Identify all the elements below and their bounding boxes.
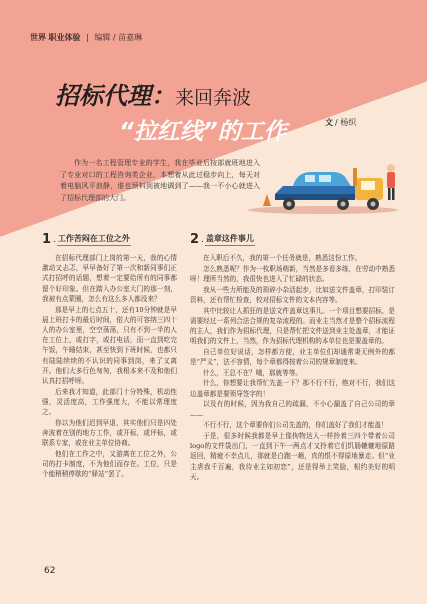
author-byline bbox=[325, 117, 356, 128]
section-1 bbox=[42, 232, 177, 480]
byline-label: 文 bbox=[325, 118, 333, 127]
section-2-heading bbox=[190, 232, 395, 247]
section-1-paragraph: 他们在工作之中，又游离在工位之外，公司的打卡制度，不为他们而存在。工位，只是个能稍稍停歇的“驿站”罢了。 bbox=[42, 449, 177, 479]
section-2-dot: . bbox=[201, 234, 204, 245]
title-subtitle: 来回奔波 bbox=[175, 87, 252, 109]
byline-author: / 杨织 bbox=[335, 118, 357, 127]
section-1-paragraph: 那是早上的七点五十，还有10分钟就是早晨上班打卡的最后时间，偌大的可容纳三四十人的办公室里，空空荡荡，只有不到一半的人在工位上，或打字，或打电话，而一直到吃完午饭，午睡结束，甚至快到下班时候，也都只有陆陆续续的不认识的同事到岗，来了又离开。他们大多行色匆匆，我根本来不及和他们认真打招呼呀。 bbox=[42, 305, 177, 385]
intro-paragraph: 作为一名工程管理专业的学生，我在毕业后按部就班地进入了专业对口的工程咨询类企业。本想着从此过稳步向上，每天对着电脑风平浪静，谁也预料到被地调到了——我一不小心就进入了招标代理部的大门。 bbox=[60, 159, 260, 202]
section-2 bbox=[190, 232, 395, 482]
section-1-dot: . bbox=[53, 234, 56, 245]
section-1-paragraph: 后来我才知道，此部门十分特殊，机动性强，灵活度高，工作强度大，不能以常理度之。 bbox=[42, 387, 177, 417]
section-1-paragraph: 你以为他们迟到早退，其实他们只是四处奔波着在别的地方工作，或开标，或评标，或联系专家，或在业主单位协商。 bbox=[42, 418, 177, 448]
title-colon: ： bbox=[151, 82, 175, 110]
editor-credit: 编辑 / 苗嘉琳 bbox=[94, 33, 143, 42]
page-number: 62 bbox=[44, 566, 56, 576]
section-1-title: 工作苦闷在工位之外 bbox=[57, 233, 131, 246]
section-2-number: 2 bbox=[190, 232, 200, 247]
section-2-paragraph: 什么，你想要让我帮忙先盖一下？那不行不行，绝对不行，我们这边盖章都是要领导签字的！ bbox=[190, 379, 395, 398]
section-2-title: 盖章这件事儿 bbox=[205, 233, 255, 246]
article-title bbox=[55, 76, 375, 146]
header-separator: | bbox=[86, 33, 89, 42]
section-1-paragraph: 在招标代理部门上岗的第一天，我的心情激动又忐忑，早早备好了第一次和新同事们正式打招呼的话题，想着一定要给所有的同事都留个好印象。但在踏入办公室大门的那一刻，我被有点蒙圈，怎么有这么多人都没来？ bbox=[42, 254, 177, 303]
section-2-paragraph: 什么，王总不在？哦，那就等等。 bbox=[203, 368, 302, 377]
section-name: 职业体验 bbox=[48, 33, 81, 42]
section-2-paragraph: 于是，很多时候我都是早上像拘物达人一样拎着三四个带着公司logo的文件袋出门，一直到下午一两点才又拎着它们饥肠辘辘地原路返回，精疲不幸点儿，那就是白跑一趟，真的恨不得原地暴走。但“业主虐我千百遍，我待业主如初恋”，还是得举上笑脸，相约美好的明天。 bbox=[190, 431, 395, 481]
section-2-paragraph: 其中比较让人抓狂的是送文件盖章这事儿。一个项目想要招标，是需要经过一系列合法合规的复杂流程的。而业主当然才是整个招标流程的主人，我们作为招标代理，只是帮忙把文件送到业主处盖章，才能证明我们的文件上，当然，作为招标代理机构的本单位也是要盖章的。 bbox=[190, 306, 395, 346]
title-line-2: “拉红线”的工作 bbox=[119, 119, 287, 145]
section-1-number: 1 bbox=[42, 232, 52, 247]
tow-truck-illustration bbox=[245, 150, 400, 215]
title-line-1 bbox=[55, 76, 375, 111]
section-2-paragraph: 不行不行，这个章要你们公司先盖的，你们盖好了我们才能盖！ bbox=[203, 421, 388, 430]
section-2-paragraph: 在入职后不久，我的第一个任务就是，熟悉这份工作。 bbox=[203, 254, 362, 262]
section-1-heading bbox=[42, 232, 177, 247]
section-2-paragraph: 自己单位好说话，怎样都方便，业主单位们却通常秉无例外的都是“严义”，法不容情，每个章都得按着公司的规章制度来。 bbox=[190, 347, 395, 367]
header-nav bbox=[30, 32, 400, 43]
title-main: 招标代理 bbox=[55, 82, 151, 110]
section-2-paragraph: 怎么熟悉呢？作为一枚职场萌新，当然是多看多练，在劳动中熟悉呀！理所当然的，我很快也进入了忙碌的状态。 bbox=[190, 264, 395, 283]
section-2-paragraph: 以及有的时候，因为我自己的疏漏，不小心漏盖了自己公司的章—— bbox=[190, 400, 395, 419]
column-name: 世界 bbox=[30, 33, 46, 42]
section-2-paragraph: 我从一些力所能及的琐碎小杂活起步，比如送文件盖章，打印装订资料，还有帮忙检查，校对招标文件的文本内容等。 bbox=[190, 285, 395, 304]
